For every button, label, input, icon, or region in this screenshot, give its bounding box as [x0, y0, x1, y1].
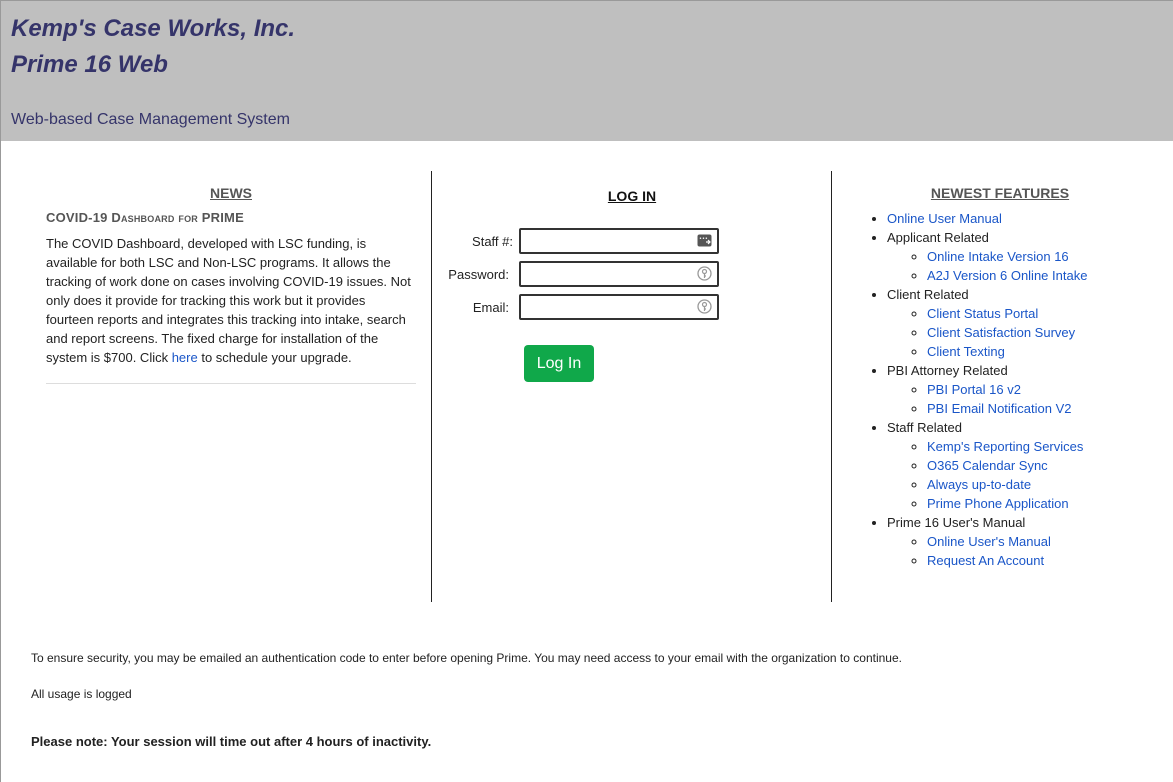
news-body-text-end: to schedule your upgrade. — [197, 350, 352, 365]
feature-link[interactable]: Request An Account — [927, 553, 1045, 568]
feature-subitem[interactable] — [927, 551, 1162, 570]
feature-category-label: Prime 16 User's Manual — [887, 515, 1026, 530]
feature-subitem[interactable] — [927, 342, 1162, 361]
feature-sublist — [887, 304, 1162, 361]
password-label: Password: — [448, 267, 509, 282]
security-notice: To ensure security, you may be emailed an authentication code to enter before opening Prime. You may need access to your email with the organization to continue. — [31, 651, 902, 665]
feature-link[interactable]: Online User Manual — [887, 211, 1002, 226]
email-field[interactable] — [519, 294, 719, 320]
feature-sublist — [887, 437, 1162, 513]
login-section — [432, 188, 832, 372]
feature-item — [887, 228, 1162, 285]
staff-input[interactable] — [521, 230, 699, 252]
feature-item — [887, 285, 1162, 361]
feature-item — [887, 418, 1162, 513]
password-field[interactable] — [519, 261, 719, 287]
feature-category-label: Client Related — [887, 287, 969, 302]
autofill-key-icon[interactable] — [697, 266, 712, 281]
email-row — [432, 294, 832, 320]
staff-row — [432, 228, 832, 254]
features-heading: NEWEST FEATURES — [930, 185, 1070, 201]
autofill-key-icon[interactable] — [697, 299, 712, 314]
features-list — [862, 209, 1162, 570]
news-title: COVID-19 Dashboard for PRIME — [46, 210, 244, 225]
email-input[interactable] — [521, 296, 699, 318]
feature-subitem[interactable] — [927, 247, 1162, 266]
usage-notice: All usage is logged — [31, 687, 132, 701]
feature-link[interactable]: Client Status Portal — [927, 306, 1039, 321]
feature-item — [887, 361, 1162, 418]
feature-category-label: PBI Attorney Related — [887, 363, 1008, 378]
feature-link[interactable]: Always up-to-date — [927, 477, 1032, 492]
feature-category-label: Staff Related — [887, 420, 962, 435]
feature-link[interactable]: Online Intake Version 16 — [927, 249, 1069, 264]
feature-link[interactable]: Prime Phone Application — [927, 496, 1069, 511]
svg-text:•••: ••• — [699, 236, 708, 242]
staff-label: Staff #: — [472, 234, 513, 249]
feature-item[interactable] — [887, 209, 1162, 228]
feature-subitem[interactable] — [927, 532, 1162, 551]
feature-link[interactable]: PBI Email Notification V2 — [927, 401, 1072, 416]
staff-field[interactable] — [519, 228, 719, 254]
email-label: Email: — [472, 300, 509, 315]
feature-subitem[interactable] — [927, 323, 1162, 342]
feature-sublist — [887, 532, 1162, 570]
timeout-notice: Please note: Your session will time out after 4 hours of inactivity. — [31, 734, 432, 749]
news-here-link[interactable]: here — [171, 350, 198, 365]
news-body-text: The COVID Dashboard, developed with LSC funding, is available for both LSC and Non-LSC programs. It allows the tracking of work done on cases involving COVID-19 issues. Not only does it provide for tracking this work but it provides fourteen reports and integrates this tracking into intake, search and report screens. The fixed charge for installation of the system is $700. Click — [46, 236, 411, 365]
feature-link[interactable]: Client Texting — [927, 344, 1005, 359]
feature-subitem[interactable] — [927, 304, 1162, 323]
features-section — [862, 185, 1162, 570]
feature-link[interactable]: PBI Portal 16 v2 — [927, 382, 1021, 397]
feature-sublist — [887, 247, 1162, 285]
feature-subitem[interactable] — [927, 437, 1162, 456]
feature-subitem[interactable] — [927, 456, 1162, 475]
product-name: Prime 16 Web — [11, 51, 168, 78]
tagline: Web-based Case Management System — [11, 111, 290, 128]
feature-subitem[interactable] — [927, 266, 1162, 285]
feature-item — [887, 513, 1162, 570]
news-heading: NEWS — [210, 185, 252, 201]
feature-link[interactable]: O365 Calendar Sync — [927, 458, 1048, 473]
login-heading: LOG IN — [607, 188, 657, 204]
feature-subitem[interactable] — [927, 494, 1162, 513]
feature-subitem[interactable] — [927, 475, 1162, 494]
password-manager-icon[interactable] — [697, 233, 712, 248]
page-header — [1, 0, 1173, 141]
feature-link[interactable]: Online User's Manual — [927, 534, 1051, 549]
feature-link[interactable]: A2J Version 6 Online Intake — [927, 268, 1088, 283]
feature-subitem[interactable] — [927, 399, 1162, 418]
password-input[interactable] — [521, 263, 699, 285]
password-row — [432, 261, 832, 287]
company-name: Kemp's Case Works, Inc. — [11, 15, 296, 42]
news-section — [46, 185, 416, 384]
feature-sublist — [887, 380, 1162, 418]
feature-link[interactable]: Client Satisfaction Survey — [927, 325, 1076, 340]
feature-link[interactable]: Kemp's Reporting Services — [927, 439, 1084, 454]
news-divider — [46, 383, 416, 384]
log-in-button[interactable]: Log In — [524, 345, 594, 382]
news-body — [46, 234, 416, 367]
feature-subitem[interactable] — [927, 380, 1162, 399]
feature-category-label: Applicant Related — [887, 230, 989, 245]
